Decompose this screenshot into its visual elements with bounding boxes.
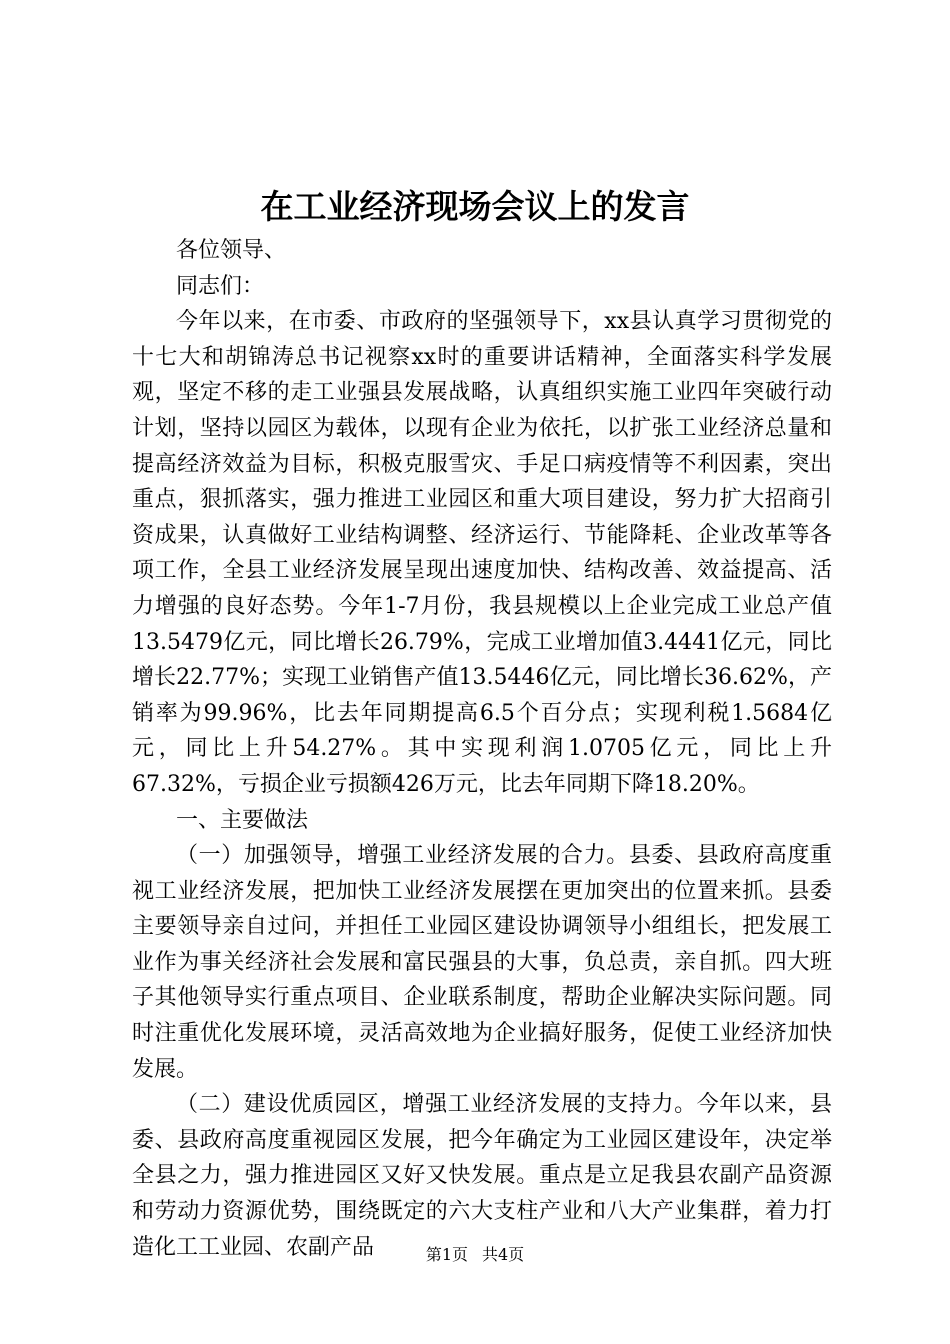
document-title: 在工业经济现场会议上的发言 (260, 187, 690, 226)
salutation-comrades: 同志们： (176, 273, 265, 299)
page-total: 共4页 (482, 1245, 525, 1264)
section-heading-main-practices: 一、主要做法 (176, 807, 309, 833)
document-body (132, 233, 832, 1265)
page-footer (0, 1243, 950, 1267)
page-number: 第1页 (425, 1245, 468, 1264)
paragraph-build-parks: （二）建设优质园区，增强工业经济发展的支持力。今年以来，县委、县政府高度重视园区发展，把今年确定为工业园区建设年，决定举全县之力，强力推进园区又好又快发展。重点是立足我县农副产品资源和劳动力资源优势，围绕既定的六大支柱产业和八大产业集群，着力打造化工工业园、农副产品 (132, 1092, 832, 1260)
paragraph-strengthen-leadership: （一）加强领导，增强工业经济发展的合力。县委、县政府高度重视工业经济发展，把加快工业经济发展摆在更加突出的位置来抓。县委主要领导亲自过问，并担任工业园区建设协调领导小组组长，把发展工业作为事关经济社会发展和富民强县的大事，负总责，亲自抓。四大班子其他领导实行重点项目、企业联系制度，帮助企业解决实际问题。同时注重优化发展环境，灵活高效地为企业搞好服务，促使工业经济加快发展。 (132, 843, 832, 1082)
paragraph-intro: 今年以来，在市委、市政府的坚强领导下，xx县认真学习贯彻党的十七大和胡锦涛总书记视察xx时的重要讲话精神，全面落实科学发展观，坚定不移的走工业强县发展战略，认真组织实施工业四年突破行动计划，坚持以园区为载体，以现有企业为依托，以扩张工业经济总量和提高经济效益为目标，积极克服雪灾、手足口病疫情等不利因素，突出重点，狠抓落实，强力推进工业园区和重大项目建设，努力扩大招商引资成果，认真做好工业结构调整、经济运行、节能降耗、企业改革等各项工作，全县工业经济发展呈现出速度加快、结构改善、效益提高、活力增强的良好态势。今年1-7月份，我县规模以上企业完成工业总产值13.5479亿元，同比增长26.79%，完成工业增加值3.4441亿元，同比增长22.77%；实现工业销售产值13.5446亿元，同比增长36.62%，产销率为99.96%，比去年同期提高6.5个百分点；实现利税1.5684亿元，同比上升54.27%。其中实现利润1.0705亿元，同比上升67.32%，亏损企业亏损额426万元，比去年同期下降18.20%。 (132, 309, 832, 797)
salutation-leaders: 各位领导、 (176, 238, 287, 263)
